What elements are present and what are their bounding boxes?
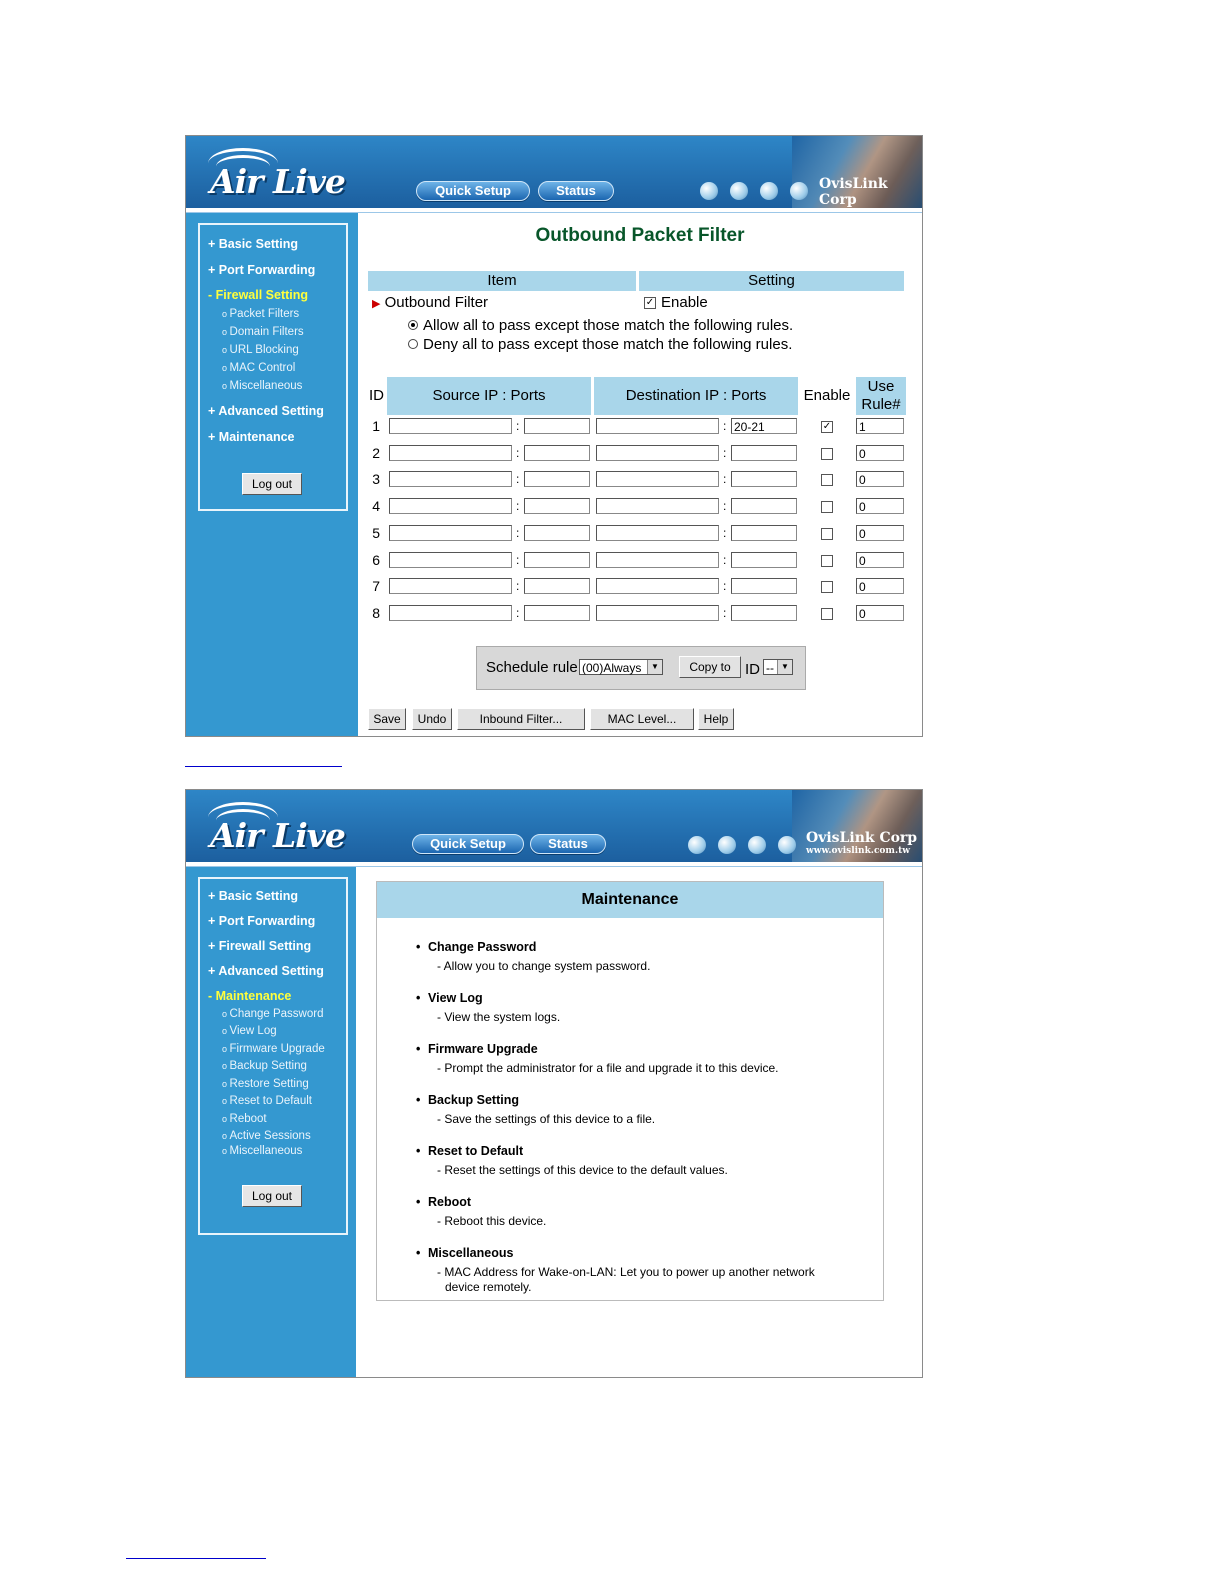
menu-firewall-setting[interactable]: - Firewall Setting bbox=[208, 288, 309, 302]
maintenance-screenshot bbox=[185, 789, 923, 1378]
colon-separator: : bbox=[516, 472, 520, 487]
maintenance-item-title[interactable]: • View Log bbox=[428, 991, 483, 1005]
col-id: ID bbox=[368, 377, 385, 415]
save-button[interactable]: Save bbox=[368, 708, 406, 730]
sidebar bbox=[186, 867, 356, 1377]
source-ip-input[interactable] bbox=[389, 418, 512, 434]
source-port-input[interactable] bbox=[524, 498, 590, 514]
row-id: 2 bbox=[372, 444, 380, 461]
airlive-logo[interactable]: Air Live bbox=[200, 800, 380, 856]
use-rule-input[interactable]: 1 bbox=[856, 418, 904, 434]
dest-port-input[interactable] bbox=[731, 605, 797, 621]
menu-maintenance[interactable]: + Maintenance bbox=[208, 430, 295, 444]
dest-port-input[interactable] bbox=[731, 471, 797, 487]
colon-separator: : bbox=[723, 605, 727, 620]
colon-separator: : bbox=[723, 579, 727, 594]
dest-ip-input[interactable] bbox=[596, 418, 719, 434]
allow-radio[interactable] bbox=[408, 320, 418, 330]
dest-ip-input[interactable] bbox=[596, 498, 719, 514]
colon-separator: : bbox=[723, 419, 727, 433]
menu-port-forwarding[interactable]: + Port Forwarding bbox=[208, 914, 316, 928]
schedule-label: Schedule rule bbox=[486, 659, 578, 676]
use-rule-input[interactable]: 0 bbox=[856, 498, 904, 514]
id-select[interactable]: -- ▼ bbox=[763, 659, 793, 675]
source-port-input[interactable] bbox=[524, 605, 590, 621]
submenu-url-blocking[interactable]: o URL Blocking bbox=[222, 344, 299, 356]
dest-ip-input[interactable] bbox=[596, 525, 719, 541]
maintenance-item-desc: - Save the settings of this device to a file. bbox=[437, 1112, 656, 1126]
dest-port-input[interactable]: 20-21 bbox=[731, 418, 797, 434]
colon-separator: : bbox=[723, 525, 727, 540]
source-ip-input[interactable] bbox=[389, 552, 512, 568]
source-port-input[interactable] bbox=[524, 552, 590, 568]
col-enable: Enable bbox=[800, 377, 854, 415]
dest-ip-input[interactable] bbox=[596, 605, 719, 621]
maintenance-item-desc: - Reset the settings of this device to the default values. bbox=[437, 1163, 728, 1177]
quick-setup-button[interactable]: Quick Setup bbox=[412, 834, 524, 854]
quick-setup-button[interactable]: Quick Setup bbox=[416, 181, 530, 201]
enable-checkbox[interactable]: ✓ bbox=[645, 297, 655, 308]
submenu-miscellaneous[interactable]: o Miscellaneous bbox=[222, 1145, 302, 1157]
deny-radio-row[interactable]: Deny all to pass except those match the following rules. bbox=[408, 336, 792, 353]
use-rule-input[interactable]: 0 bbox=[856, 578, 904, 594]
row-id: 1 bbox=[372, 418, 380, 434]
row-enable-checkbox[interactable] bbox=[821, 448, 833, 460]
corp-logo: OvisLink Corp www.ovislink.com.tw bbox=[806, 830, 918, 856]
menu-firewall-setting[interactable]: + Firewall Setting bbox=[208, 939, 312, 953]
row-id: 5 bbox=[372, 524, 380, 541]
page-title: Outbound Packet Filter bbox=[535, 225, 745, 246]
colon-separator: : bbox=[516, 579, 520, 594]
status-button[interactable]: Status bbox=[538, 181, 614, 201]
menu-maintenance[interactable]: - Maintenance bbox=[208, 989, 292, 1003]
submenu-backup-setting[interactable]: o Backup Setting bbox=[222, 1060, 307, 1072]
globe-icon[interactable] bbox=[748, 836, 766, 854]
dest-port-input[interactable] bbox=[731, 445, 797, 461]
colon-separator: : bbox=[723, 552, 727, 567]
row-enable-checkbox[interactable] bbox=[821, 501, 833, 513]
maintenance-item-desc: - Prompt the administrator for a file and upgrade it to this device. bbox=[437, 1061, 779, 1075]
globe-icon[interactable] bbox=[718, 836, 736, 854]
menu-basic-setting[interactable]: + Basic Setting bbox=[208, 237, 298, 251]
colon-separator: : bbox=[723, 445, 727, 460]
colon-separator: : bbox=[516, 552, 520, 567]
use-rule-input[interactable]: 0 bbox=[856, 525, 904, 541]
colon-separator: : bbox=[723, 499, 727, 514]
link-underline[interactable] bbox=[126, 1558, 266, 1559]
use-rule-input[interactable]: 0 bbox=[856, 605, 904, 621]
dest-port-input[interactable] bbox=[731, 498, 797, 514]
maintenance-item-title[interactable]: • Reset to Default bbox=[428, 1144, 523, 1158]
row-enable-checkbox[interactable] bbox=[821, 608, 833, 620]
use-rule-input[interactable]: 0 bbox=[856, 552, 904, 568]
dest-ip-input[interactable] bbox=[596, 445, 719, 461]
row-id: 8 bbox=[372, 604, 380, 621]
allow-radio-row[interactable]: Allow all to pass except those match the following rules. bbox=[408, 317, 793, 334]
inbound-filter-button[interactable]: Inbound Filter... bbox=[457, 708, 585, 730]
menu-port-forwarding[interactable]: + Port Forwarding bbox=[208, 263, 316, 277]
dest-port-input[interactable] bbox=[731, 552, 797, 568]
submenu-reboot[interactable]: o Reboot bbox=[222, 1113, 267, 1125]
colon-separator: : bbox=[516, 445, 520, 460]
header-setting: Setting bbox=[639, 271, 904, 291]
menu-box bbox=[198, 877, 348, 1235]
maintenance-item-desc: - View the system logs. bbox=[437, 1010, 561, 1024]
chevron-down-icon[interactable]: ▼ bbox=[647, 660, 662, 674]
dest-ip-input[interactable] bbox=[596, 578, 719, 594]
maintenance-item-title[interactable]: • Change Password bbox=[428, 940, 536, 954]
row-enable-checkbox[interactable]: ✓ bbox=[822, 421, 832, 432]
col-source: Source IP : Ports bbox=[387, 377, 591, 415]
row-enable-checkbox[interactable] bbox=[821, 474, 833, 486]
corp-logo: OvisLink Corp bbox=[819, 176, 888, 208]
menu-basic-setting[interactable]: + Basic Setting bbox=[208, 889, 298, 903]
row-enable-checkbox[interactable] bbox=[821, 528, 833, 540]
colon-separator: : bbox=[723, 472, 727, 487]
source-ip-input[interactable] bbox=[389, 471, 512, 487]
source-ip-input[interactable] bbox=[389, 498, 512, 514]
maintenance-panel bbox=[376, 881, 884, 1301]
page-title: Maintenance bbox=[377, 882, 883, 918]
outbound-filter-label: ▶ Outbound Filter bbox=[372, 294, 489, 311]
header-banner bbox=[186, 790, 922, 862]
maintenance-item-desc: - Reboot this device. bbox=[437, 1214, 547, 1228]
logout-button[interactable]: Log out bbox=[242, 473, 302, 495]
undo-button[interactable]: Undo bbox=[412, 708, 452, 730]
maintenance-item-title[interactable]: • Reboot bbox=[428, 1195, 471, 1209]
dest-ip-input[interactable] bbox=[596, 471, 719, 487]
submenu-firmware-upgrade[interactable]: o Firmware Upgrade bbox=[222, 1043, 325, 1055]
submenu-packet-filters[interactable]: o Packet Filters bbox=[222, 308, 299, 320]
source-ip-input[interactable] bbox=[389, 525, 512, 541]
airlive-logo[interactable]: Air Live bbox=[200, 146, 380, 202]
row-enable-checkbox[interactable] bbox=[821, 555, 833, 567]
row-id: 4 bbox=[372, 498, 380, 515]
row-id: 7 bbox=[372, 578, 380, 595]
use-rule-input[interactable]: 0 bbox=[856, 445, 904, 461]
maintenance-item-desc: - MAC Address for Wake-on-LAN: Let you to power up another network bbox=[437, 1265, 815, 1279]
submenu-restore-setting[interactable]: o Restore Setting bbox=[222, 1078, 309, 1090]
row-enable-checkbox[interactable] bbox=[821, 581, 833, 593]
use-rule-input[interactable]: 0 bbox=[856, 471, 904, 487]
source-port-input[interactable] bbox=[524, 471, 590, 487]
colon-separator: : bbox=[516, 499, 520, 514]
id-label: ID bbox=[745, 661, 760, 678]
col-dest: Destination IP : Ports bbox=[594, 377, 798, 415]
colon-separator: : bbox=[516, 525, 520, 540]
copy-to-button[interactable]: Copy to bbox=[679, 656, 741, 678]
header-banner bbox=[186, 136, 922, 208]
source-ip-input[interactable] bbox=[389, 445, 512, 461]
enable-label: Enable bbox=[661, 294, 708, 311]
submenu-active-sessions[interactable]: o Active Sessions bbox=[222, 1130, 311, 1142]
colon-separator: : bbox=[516, 419, 520, 433]
globe-icon[interactable] bbox=[790, 182, 808, 200]
link-underline[interactable] bbox=[185, 766, 342, 767]
deny-radio[interactable] bbox=[408, 339, 418, 349]
globe-icon[interactable] bbox=[778, 836, 796, 854]
outbound-filter-screenshot bbox=[185, 135, 923, 737]
logout-button[interactable]: Log out bbox=[242, 1185, 302, 1207]
sidebar bbox=[186, 213, 358, 736]
schedule-panel bbox=[476, 646, 806, 690]
mac-level-button[interactable]: MAC Level... bbox=[590, 708, 694, 730]
source-port-input[interactable] bbox=[524, 445, 590, 461]
maintenance-item-title[interactable]: • Miscellaneous bbox=[428, 1246, 513, 1260]
submenu-change-password[interactable]: o Change Password bbox=[222, 1008, 324, 1020]
chevron-down-icon[interactable]: ▼ bbox=[777, 660, 792, 674]
submenu-mac-control[interactable]: o MAC Control bbox=[222, 362, 295, 374]
source-port-input[interactable] bbox=[524, 525, 590, 541]
submenu-reset-to-default[interactable]: o Reset to Default bbox=[222, 1095, 312, 1107]
status-button[interactable]: Status bbox=[530, 834, 606, 854]
help-button[interactable]: Help bbox=[698, 708, 734, 730]
maintenance-item-title[interactable]: • Backup Setting bbox=[428, 1093, 519, 1107]
dest-port-input[interactable] bbox=[731, 578, 797, 594]
globe-icon[interactable] bbox=[730, 182, 748, 200]
menu-box bbox=[198, 223, 348, 511]
maintenance-item-desc-cont: device remotely. bbox=[445, 1280, 532, 1294]
colon-separator: : bbox=[516, 605, 520, 620]
source-ip-input[interactable] bbox=[389, 605, 512, 621]
submenu-domain-filters[interactable]: o Domain Filters bbox=[222, 326, 304, 338]
source-ip-input[interactable] bbox=[389, 578, 512, 594]
dest-port-input[interactable] bbox=[731, 525, 797, 541]
menu-advanced-setting[interactable]: + Advanced Setting bbox=[208, 964, 324, 978]
content-area bbox=[358, 213, 922, 736]
schedule-select[interactable]: (00)Always ▼ bbox=[579, 659, 663, 675]
maintenance-item-desc: - Allow you to change system password. bbox=[437, 959, 651, 973]
source-port-input[interactable] bbox=[524, 418, 590, 434]
submenu-view-log[interactable]: o View Log bbox=[222, 1025, 277, 1037]
dest-ip-input[interactable] bbox=[596, 552, 719, 568]
globe-icon[interactable] bbox=[760, 182, 778, 200]
maintenance-item-title[interactable]: • Firmware Upgrade bbox=[428, 1042, 538, 1056]
header-item: Item bbox=[368, 271, 636, 291]
submenu-miscellaneous[interactable]: o Miscellaneous bbox=[222, 380, 302, 392]
menu-advanced-setting[interactable]: + Advanced Setting bbox=[208, 404, 324, 418]
content-area bbox=[356, 867, 922, 1377]
col-use-rule: Use Rule# bbox=[856, 377, 906, 415]
globe-icon[interactable] bbox=[688, 836, 706, 854]
row-id: 6 bbox=[372, 551, 380, 568]
row-id: 3 bbox=[372, 471, 380, 488]
globe-icon[interactable] bbox=[700, 182, 718, 200]
source-port-input[interactable] bbox=[524, 578, 590, 594]
